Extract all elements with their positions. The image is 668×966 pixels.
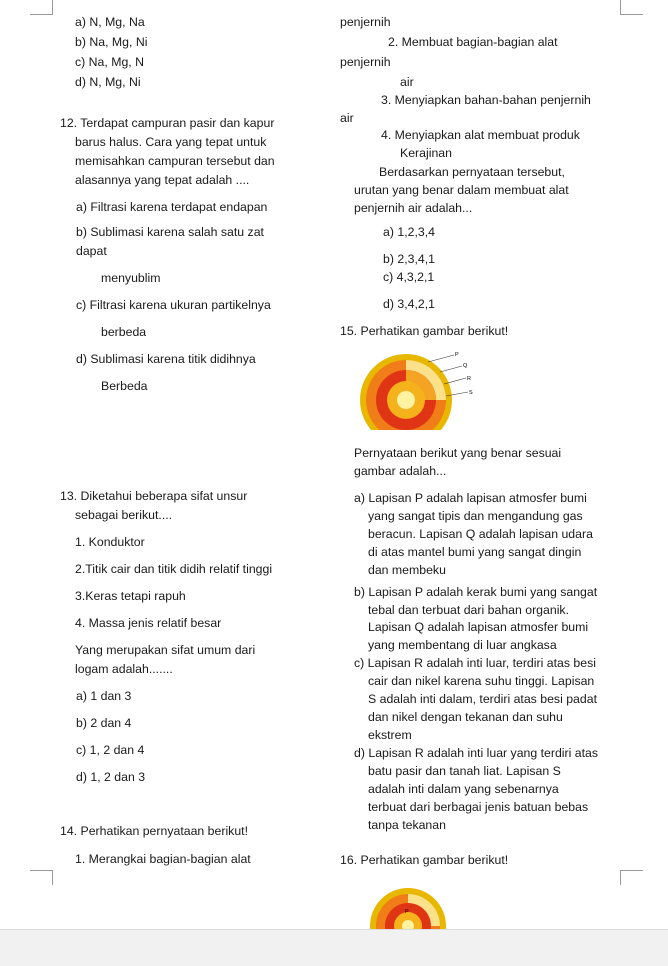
q14-cont-line: air <box>340 111 354 125</box>
q15-option-a: a) Lapisan P adalah lapisan atmosfer bumi <box>354 491 587 505</box>
q14-item: 1. Merangkai bagian-bagian alat <box>75 852 251 866</box>
q13-option-a: a) 1 dan 3 <box>76 689 132 703</box>
q15-option-b-cont: tebal dan terbuat dari bahan organik. <box>368 603 569 617</box>
q12-option-c-cont: berbeda <box>101 325 147 339</box>
q14-cont-line: air <box>400 75 414 89</box>
q14-cont-line: penjernih <box>340 55 391 69</box>
q12-line: barus halus. Cara yang tepat untuk <box>75 135 267 149</box>
q15-option-d-cont: adalah inti dalam yang sebenarnya <box>368 782 559 796</box>
earth-cutaway <box>360 354 452 430</box>
q11-option-a: a) N, Mg, Na <box>75 15 145 29</box>
q13-option-d: d) 1, 2 dan 3 <box>76 770 146 784</box>
q15-option-c: c) Lapisan R adalah inti luar, terdiri atas besi <box>354 656 596 670</box>
q14-title: 14. Perhatikan pernyataan berikut! <box>60 824 248 838</box>
q12-line: memisahkan campuran tersebut dan <box>75 154 275 168</box>
q14-option-a: a) 1,2,3,4 <box>383 225 435 239</box>
q12-option-b: b) Sublimasi karena salah satu zat <box>76 225 264 239</box>
q12-line: 12. Terdapat campuran pasir dan kapur <box>60 116 275 130</box>
q14-cont-line: 2. Membuat bagian-bagian alat <box>388 35 558 49</box>
q15-option-b-cont: Lapisan Q adalah lapisan atmosfer bumi <box>368 620 589 634</box>
q15-option-c-cont: ekstrem <box>368 728 412 742</box>
q12-option-b-cont: menyublim <box>101 271 161 285</box>
q13-property: 2.Titik cair dan titik didih relatif tinggi <box>75 562 273 576</box>
q13-question: Yang merupakan sifat umum dari <box>75 643 256 657</box>
q13-question: logam adalah....... <box>75 662 173 676</box>
label-p: P <box>455 352 459 358</box>
q13-line: 13. Diketahui beberapa sifat unsur <box>60 489 248 503</box>
q15-option-d: d) Lapisan R adalah inti luar yang terdiri atas <box>354 746 599 760</box>
q14-cont-line: 4. Menyiapkan alat membuat produk <box>381 128 580 142</box>
q14-option-c: c) 4,3,2,1 <box>383 270 435 284</box>
q13-option-c: c) 1, 2 dan 4 <box>76 743 145 757</box>
q16-title: 16. Perhatikan gambar berikut! <box>340 853 509 867</box>
q14-cont-line: urutan yang benar dalam membuat alat <box>354 183 569 197</box>
q14-cont-line: penjernih air adalah... <box>354 201 473 215</box>
crop-mark-bottom-right <box>620 870 643 885</box>
q13-option-b: b) 2 dan 4 <box>76 716 132 730</box>
q15-option-a-cont: beracun. Lapisan Q adalah lapisan udara <box>368 527 593 541</box>
q15-option-d-cont: terbuat dari berbagai jenis batuan bebas <box>368 800 589 814</box>
q13-property: 4. Massa jenis relatif besar <box>75 616 222 630</box>
q14-cont-line: penjernih <box>340 15 391 29</box>
q12-option-a: a) Filtrasi karena terdapat endapan <box>76 200 268 214</box>
q15-option-a-cont: dan membeku <box>368 563 446 577</box>
q14-cont-line: Kerajinan <box>400 146 452 160</box>
q12-option-d-cont: Berbeda <box>101 379 148 393</box>
q11-option-b: b) Na, Mg, Ni <box>75 35 148 49</box>
label-q: Q <box>463 363 468 369</box>
earth-layers-figure <box>358 350 488 430</box>
q15-option-c-cont: S adalah inti dalam, terdiri atas besi padat <box>368 692 597 706</box>
label-s: S <box>469 390 473 396</box>
q15-option-c-cont: cair dan nikel karena suhu tinggi. Lapisan <box>368 674 595 688</box>
q15-option-b-cont: yang membentang di luar angkasa <box>368 638 557 652</box>
q12-line: alasannya yang tepat adalah .... <box>75 173 250 187</box>
q12-option-b-cont: dapat <box>76 244 107 258</box>
q13-property: 1. Konduktor <box>75 535 145 549</box>
q15-question: gambar adalah... <box>354 464 447 478</box>
q13-property: 3.Keras tetapi rapuh <box>75 589 186 603</box>
q14-cont-line: Berdasarkan pernyataan tersebut, <box>379 165 565 179</box>
page-bottom-strip <box>0 929 668 966</box>
q12-option-d: d) Sublimasi karena titik didihnya <box>76 352 256 366</box>
crop-mark-bottom-left <box>30 870 53 885</box>
q15-title: 15. Perhatikan gambar berikut! <box>340 324 509 338</box>
q15-option-a-cont: yang sangat tipis dan mengandung gas <box>368 509 583 523</box>
inner-core-layer <box>397 391 415 409</box>
q14-cont-line: 3. Menyiapkan bahan-bahan penjernih <box>381 93 591 107</box>
q15-option-b: b) Lapisan P adalah kerak bumi yang sangat <box>354 585 598 599</box>
q14-option-b: b) 2,3,4,1 <box>383 252 435 266</box>
q14-option-d: d) 3,4,2,1 <box>383 297 435 311</box>
q16-label-p: P <box>405 909 409 915</box>
q16-earth-figure <box>368 880 448 930</box>
label-r: R <box>467 376 471 382</box>
q15-question: Pernyataan berikut yang benar sesuai <box>354 446 562 460</box>
q15-option-c-cont: dan nikel dengan tekanan dan suhu <box>368 710 563 724</box>
q15-option-d-cont: batu pasir dan tanah liat. Lapisan S <box>368 764 561 778</box>
crop-mark-top-right <box>620 0 643 15</box>
q11-option-d: d) N, Mg, Ni <box>75 75 141 89</box>
q13-line: sebagai berikut.... <box>75 508 173 522</box>
crop-mark-top-left <box>30 0 53 15</box>
q11-option-c: c) Na, Mg, N <box>75 55 145 69</box>
q15-option-a-cont: di atas mantel bumi yang sangat dingin <box>368 545 582 559</box>
q12-option-c: c) Filtrasi karena ukuran partikelnya <box>76 298 271 312</box>
q15-option-d-cont: tanpa tekanan <box>368 818 446 832</box>
